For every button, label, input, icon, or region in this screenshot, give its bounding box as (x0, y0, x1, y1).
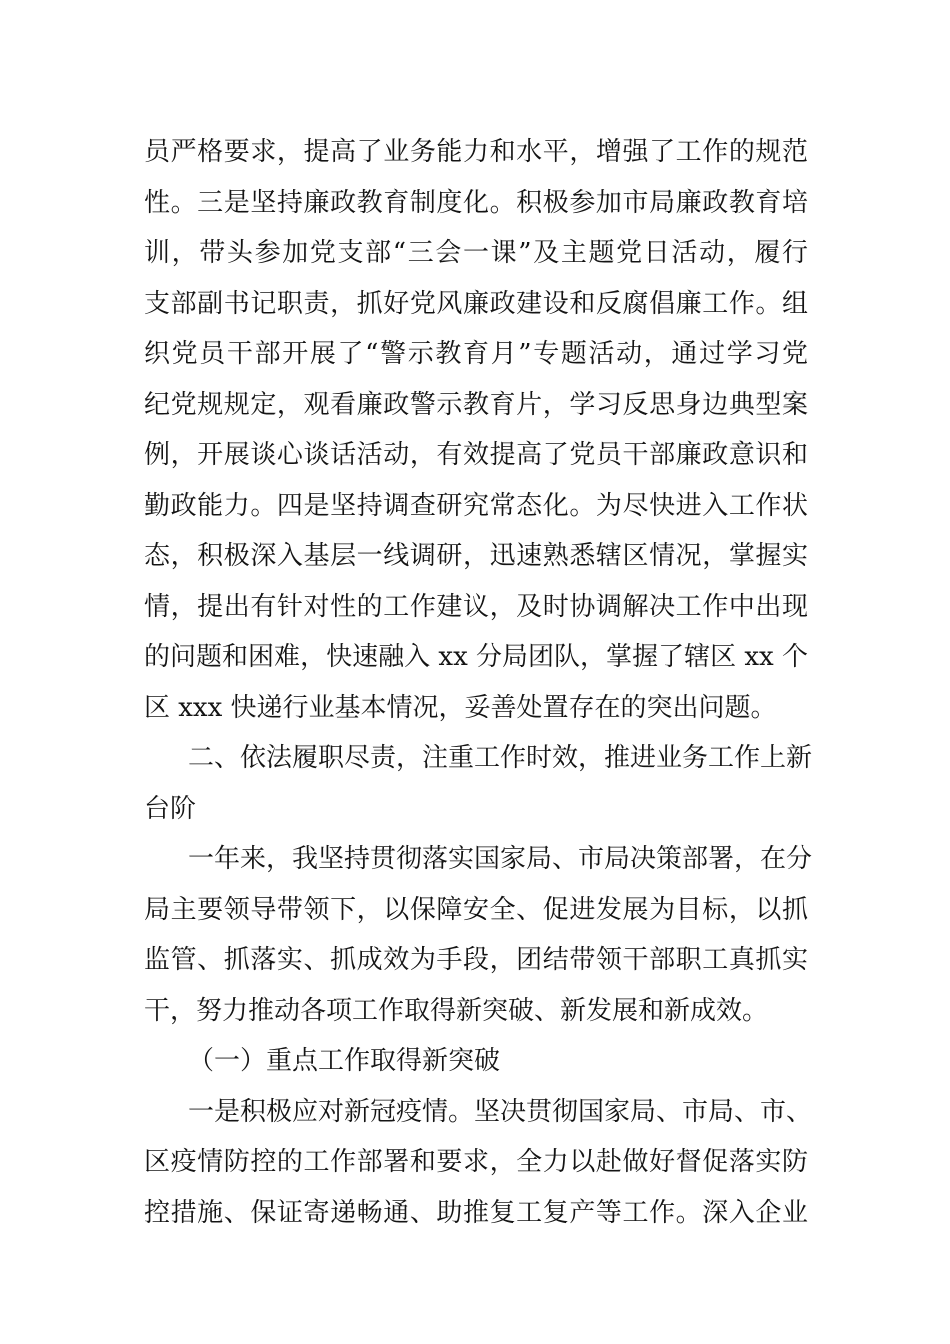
text-line: 区疫情防控的工作部署和要求，全力以赴做好督促落实防 (144, 1147, 808, 1177)
subsection-heading: （一）重点工作取得新突破 (188, 1046, 501, 1076)
text-line: 的问题和困难，快速融入 xx 分局团队，掌握了辖区 xx 个 (144, 642, 808, 672)
text-line: 一是积极应对新冠疫情。坚决贯彻国家局、市局、市、 (188, 1096, 813, 1127)
text-line: 区 xxx 快递行业基本情况，妥善处置存在的突出问题。 (144, 692, 777, 723)
text-line: 织党员干部开展了“警示教育月”专题活动，通过学习党 (144, 339, 808, 369)
text-line: 情，提出有针对性的工作建议，及时协调解决工作中出现 (144, 591, 808, 622)
text-line: 局主要领导带领下，以保障安全、促进发展为目标，以抓 (144, 894, 808, 925)
text-line: 纪党规规定，观看廉政警示教育片，学习反思身边典型案 (144, 389, 808, 420)
text-line: 支部副书记职责，抓好党风廉政建设和反腐倡廉工作。组 (144, 288, 808, 319)
section-heading: 台阶 (144, 793, 197, 824)
text-line: 一年来，我坚持贯彻落实国家局、市局决策部署，在分 (188, 844, 813, 874)
section-heading: 二、依法履职尽责，注重工作时效，推进业务工作上新 (188, 743, 813, 773)
text-line: 干，努力推动各项工作取得新突破、新发展和新成效。 (144, 995, 769, 1026)
text-line: 例，开展谈心谈话活动，有效提高了党员干部廉政意识和 (144, 440, 808, 470)
text-line: 控措施、保证寄递畅通、助推复工复产等工作。深入企业 (144, 1197, 808, 1228)
text-line: 训，带头参加党支部“三会一课”及主题党日活动，履行 (144, 238, 808, 268)
text-line: 监管、抓落实、抓成效为手段，团结带领干部职工真抓实 (144, 945, 808, 975)
document-body (144, 127, 813, 1238)
text-line: 态，积极深入基层一线调研，迅速熟悉辖区情况，掌握实 (144, 541, 808, 571)
text-line: 员严格要求，提高了业务能力和水平，增强了工作的规范 (144, 137, 808, 167)
text-line: 勤政能力。四是坚持调查研究常态化。为尽快进入工作状 (144, 490, 808, 521)
text-line: 性。三是坚持廉政教育制度化。积极参加市局廉政教育培 (144, 187, 808, 218)
